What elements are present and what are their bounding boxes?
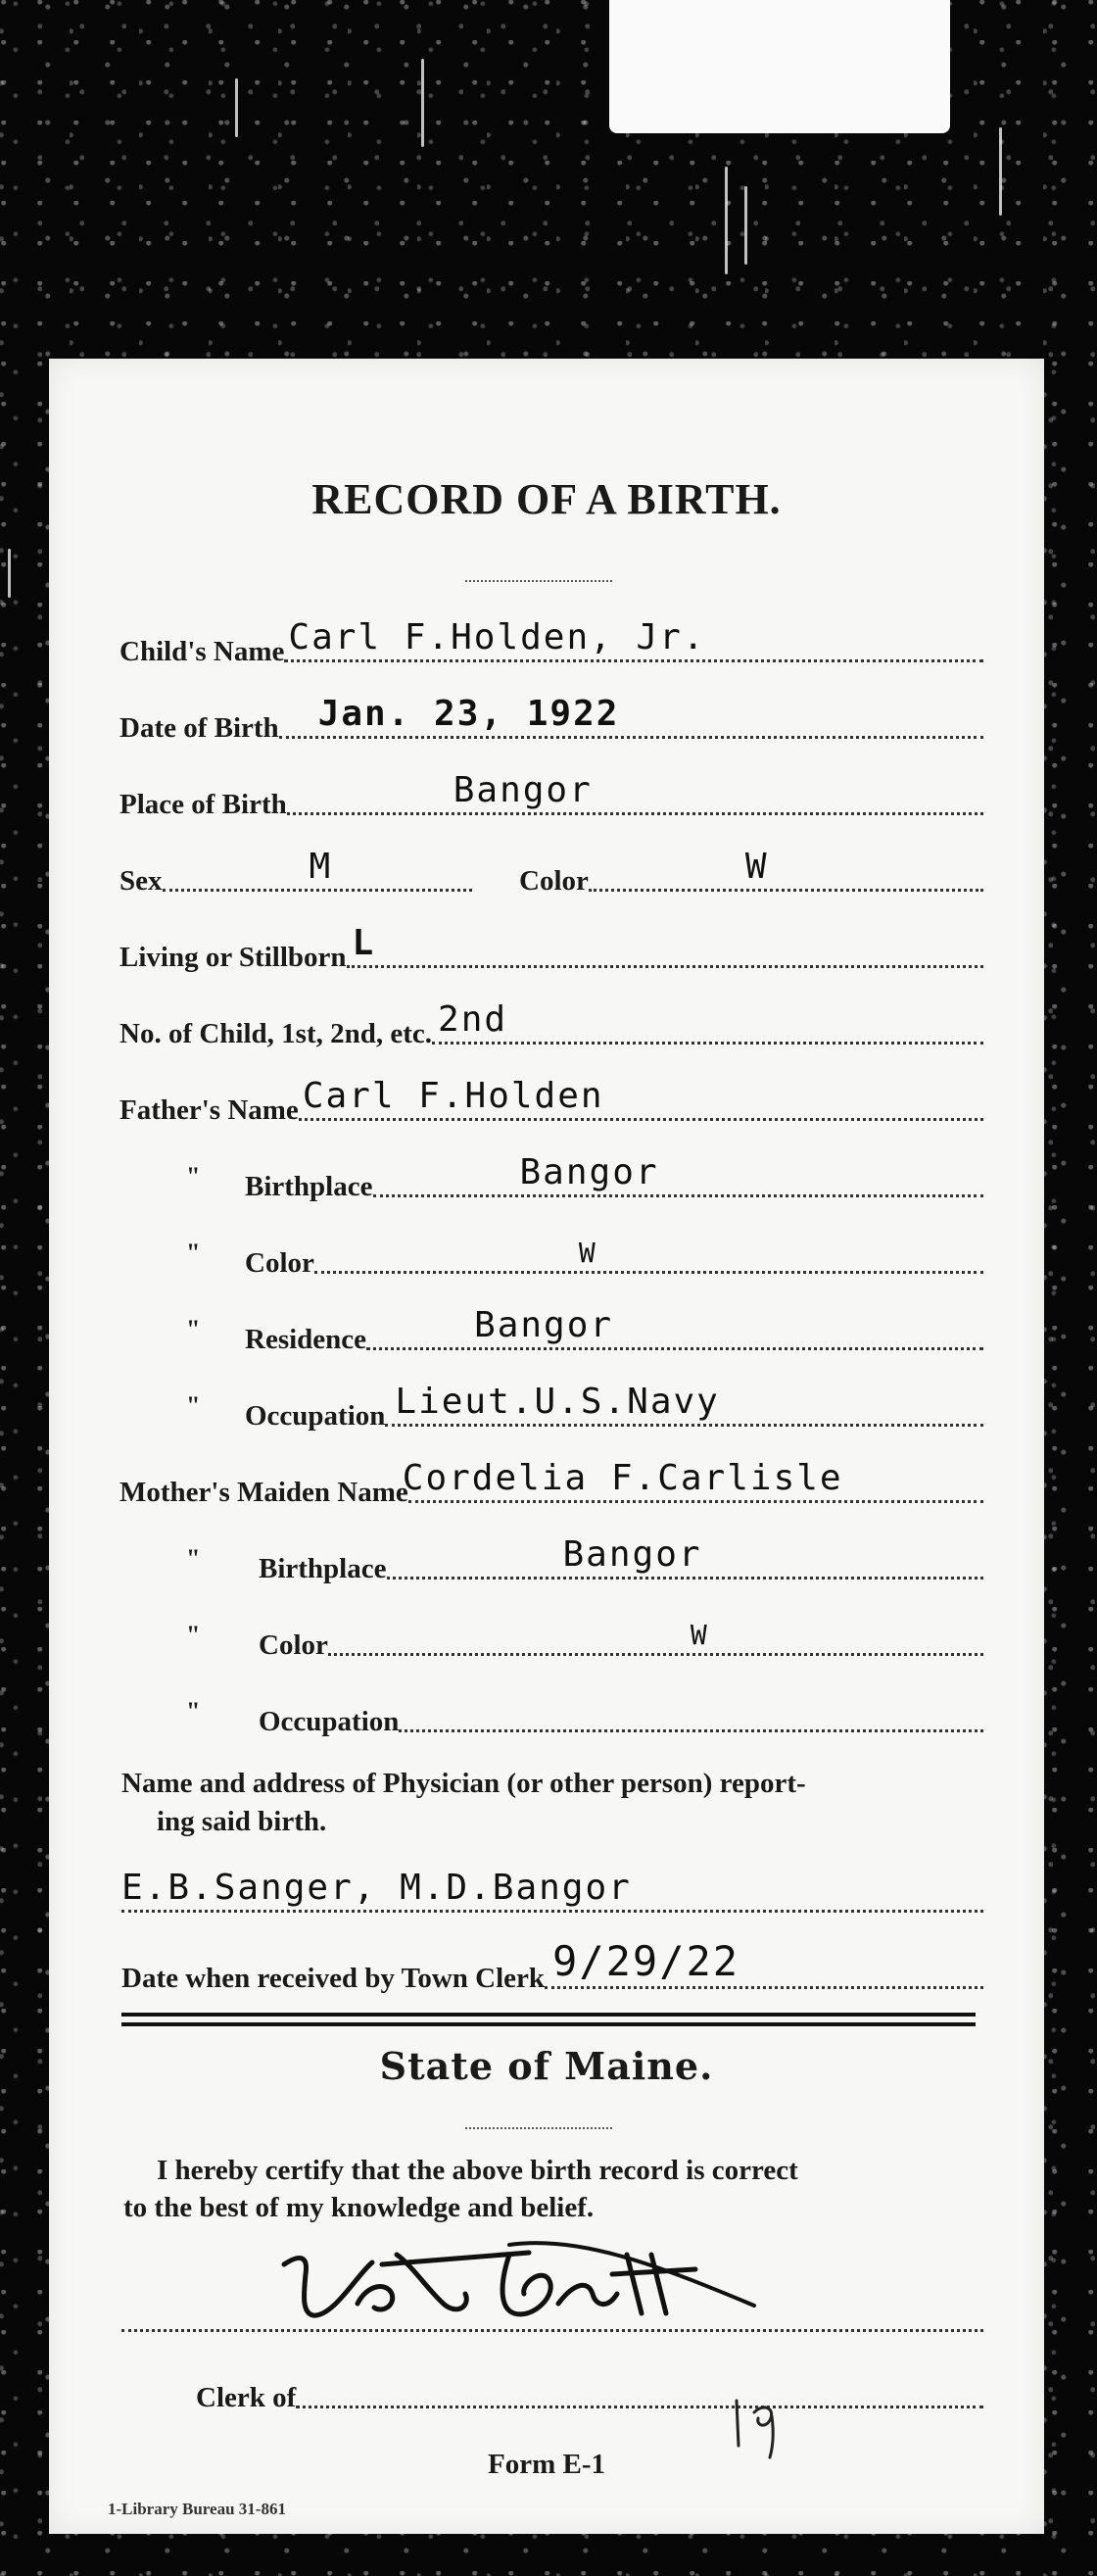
value-mother-birthplace: Bangor	[562, 1534, 702, 1575]
field-child-number	[119, 997, 983, 1052]
film-scratch	[999, 127, 1002, 216]
label-mother-name: Mother's Maiden Name	[119, 1477, 408, 1508]
label-father-residence: Residence	[245, 1324, 367, 1355]
field-physician	[121, 1866, 983, 1920]
value-father-occupation: Lieut.U.S.Navy	[395, 1382, 720, 1422]
value-father-residence: Bangor	[474, 1305, 614, 1345]
certification-line1: I hereby certify that the above birth record is correct	[157, 2155, 798, 2186]
value-mother-color: W	[690, 1619, 709, 1651]
title-underline	[465, 580, 612, 582]
label-mother-color: Color	[259, 1629, 328, 1661]
label-father-color: Color	[245, 1247, 314, 1279]
value-father-name: Carl F.Holden	[302, 1076, 604, 1116]
form-number: Form E-1	[488, 2449, 605, 2480]
label-physician-line2: ing said birth.	[157, 1806, 327, 1837]
label-place-of-birth: Place of Birth	[119, 789, 287, 820]
label-date-of-birth: Date of Birth	[119, 712, 279, 744]
ditto-mark: "	[186, 1315, 201, 1343]
value-date-received: 9/29/22	[552, 1937, 740, 1985]
value-physician: E.B.Sanger, M.D.Bangor	[121, 1868, 632, 1908]
field-child-name	[119, 615, 983, 670]
label-mother-occupation: Occupation	[259, 1706, 400, 1737]
field-mother-occupation	[259, 1685, 983, 1740]
field-father-residence	[245, 1303, 983, 1358]
value-living-or-stillborn: L	[352, 923, 376, 963]
value-child-number: 2nd	[438, 999, 508, 1040]
film-scratch	[744, 186, 747, 265]
field-clerk-of	[196, 2361, 983, 2416]
value-date-of-birth: Jan. 23, 1922	[317, 694, 620, 734]
top-tab-marker	[609, 0, 950, 133]
field-father-birthplace	[245, 1150, 983, 1205]
field-father-name	[119, 1074, 983, 1129]
value-place-of-birth: Bangor	[453, 770, 593, 810]
label-living-or-stillborn: Living or Stillborn	[119, 942, 347, 973]
value-sex: M	[309, 847, 333, 887]
field-father-color	[245, 1227, 983, 1282]
label-color: Color	[519, 865, 589, 897]
field-living-or-stillborn	[119, 921, 983, 976]
field-father-occupation	[245, 1380, 983, 1434]
ditto-mark: "	[186, 1621, 201, 1649]
label-father-occupation: Occupation	[245, 1400, 386, 1432]
label-sex: Sex	[119, 865, 163, 897]
label-date-received: Date when received by Town Clerk	[121, 1963, 546, 1994]
field-place-of-birth	[119, 768, 983, 823]
field-sex	[119, 845, 472, 899]
ditto-mark: "	[186, 1239, 201, 1267]
field-mother-birthplace	[259, 1532, 983, 1587]
ditto-mark: "	[186, 1391, 201, 1420]
label-father-name: Father's Name	[119, 1094, 299, 1126]
label-child-number: No. of Child, 1st, 2nd, etc.	[119, 1018, 433, 1049]
film-scratch	[725, 167, 728, 274]
field-color	[519, 845, 983, 899]
label-father-birthplace: Birthplace	[245, 1171, 373, 1202]
field-mother-name	[119, 1456, 983, 1511]
divider-top	[121, 2013, 976, 2017]
ditto-mark: "	[186, 1697, 201, 1725]
ditto-mark: "	[186, 1162, 201, 1191]
state-title: State of Maine.	[379, 2044, 714, 2088]
film-scratch	[421, 59, 424, 147]
record-title: RECORD OF A BIRTH.	[311, 475, 782, 523]
label-physician-line1: Name and address of Physician (or other person) report-	[121, 1768, 806, 1799]
value-color: W	[744, 847, 769, 887]
birth-record-card	[49, 359, 1044, 2534]
handwritten-note	[725, 2387, 803, 2465]
label-mother-birthplace: Birthplace	[259, 1553, 387, 1584]
field-mother-color	[259, 1609, 983, 1664]
ditto-mark: "	[186, 1544, 201, 1573]
field-date-of-birth	[119, 692, 983, 747]
value-father-color: W	[578, 1237, 597, 1269]
film-scratch	[8, 549, 11, 598]
clerk-signature	[264, 2225, 774, 2333]
label-child-name: Child's Name	[119, 636, 285, 667]
film-scratch	[235, 78, 238, 137]
label-clerk-of: Clerk of	[196, 2382, 297, 2413]
printer-imprint: 1-Library Bureau 31-861	[108, 2500, 286, 2518]
value-child-name: Carl F.Holden, Jr.	[288, 617, 706, 657]
certification-line2: to the best of my knowledge and belief.	[123, 2192, 595, 2223]
value-mother-name: Cordelia F.Carlisle	[402, 1458, 843, 1498]
field-date-received	[121, 1937, 983, 1997]
state-title-underline	[465, 2127, 612, 2129]
divider-bottom	[121, 2022, 976, 2026]
value-father-birthplace: Bangor	[519, 1152, 659, 1192]
